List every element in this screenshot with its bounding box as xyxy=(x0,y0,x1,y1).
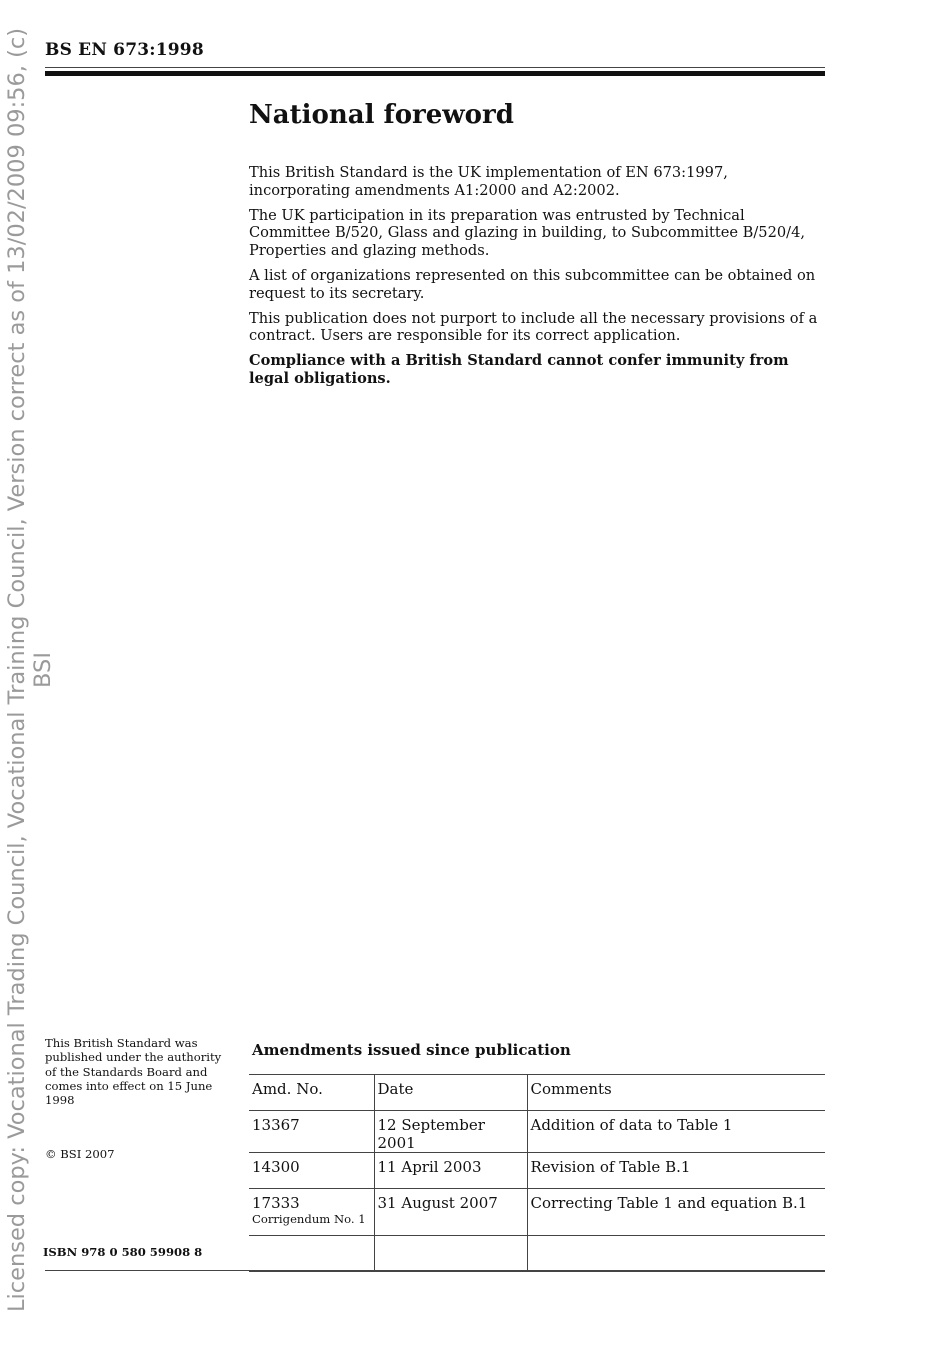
header-rule-thin xyxy=(45,67,825,68)
foreword-body xyxy=(249,164,825,395)
isbn: ISBN 978 0 580 59908 8 xyxy=(43,1245,203,1259)
header-rule-thick xyxy=(45,71,825,76)
footer-rule xyxy=(249,1270,825,1271)
compliance-statement: Compliance with a British Standard cannot confer immunity from legal obligations. xyxy=(249,352,789,387)
date-cell: 11 April 2003 xyxy=(374,1153,527,1189)
foreword-paragraph: This British Standard is the UK implementation of EN 673:1997, incorporating amendments A1:2000 and A2:2002. xyxy=(249,164,728,199)
amd-no-cell xyxy=(249,1189,374,1236)
empty-cell xyxy=(249,1236,374,1272)
foreword-paragraph: This publication does not purport to include all the necessary provisions of a contract. Users are responsible for its correct application. xyxy=(249,309,818,345)
column-header-date: Date xyxy=(374,1075,527,1111)
empty-cell xyxy=(374,1236,527,1272)
table-header-row xyxy=(249,1075,825,1111)
amd-no-value: 17333 xyxy=(252,1194,300,1212)
table-row xyxy=(249,1111,825,1153)
amendments-heading: Amendments issued since publication xyxy=(252,1041,571,1059)
amd-no-cell: 14300 xyxy=(249,1153,374,1189)
table-row xyxy=(249,1189,825,1236)
date-cell: 31 August 2007 xyxy=(374,1189,527,1236)
page-title: National foreword xyxy=(249,100,514,130)
footer-rule-left xyxy=(45,1270,249,1271)
copyright-notice: © BSI 2007 xyxy=(45,1147,115,1161)
table-row xyxy=(249,1153,825,1189)
watermark-line-1: Licensed copy: Vocational Trading Council, Vocational Training Council, Version correct as of 13/02/2009 09:56, (c) xyxy=(4,27,30,1313)
watermark-line-2: BSI xyxy=(30,652,56,688)
foreword-paragraph: The UK participation in its preparation was entrusted by Technical Committee B/520, Glass and glazing in building, to Subcommittee B/520/4, Properties and glazing methods. xyxy=(249,206,806,260)
publication-note: This British Standard was published under the authority of the Standards Board and comes into effect on 15 June 1998 xyxy=(45,1036,222,1108)
document-id: BS EN 673:1998 xyxy=(45,40,204,60)
table-row-empty xyxy=(249,1236,825,1272)
date-cell: 12 September 2001 xyxy=(374,1111,527,1153)
comment-cell: Addition of data to Table 1 xyxy=(527,1111,825,1153)
corrigendum-note: Corrigendum No. 1 xyxy=(252,1212,366,1226)
comment-cell: Correcting Table 1 and equation B.1 xyxy=(527,1189,825,1236)
license-watermark xyxy=(0,0,60,1345)
amd-no-cell: 13367 xyxy=(249,1111,374,1153)
empty-cell xyxy=(527,1236,825,1272)
column-header-amd-no: Amd. No. xyxy=(249,1075,374,1111)
amendments-table xyxy=(249,1074,825,1272)
foreword-paragraph: A list of organizations represented on this subcommittee can be obtained on request to its secretary. xyxy=(249,266,816,302)
comment-cell: Revision of Table B.1 xyxy=(527,1153,825,1189)
column-header-comments: Comments xyxy=(527,1075,825,1111)
